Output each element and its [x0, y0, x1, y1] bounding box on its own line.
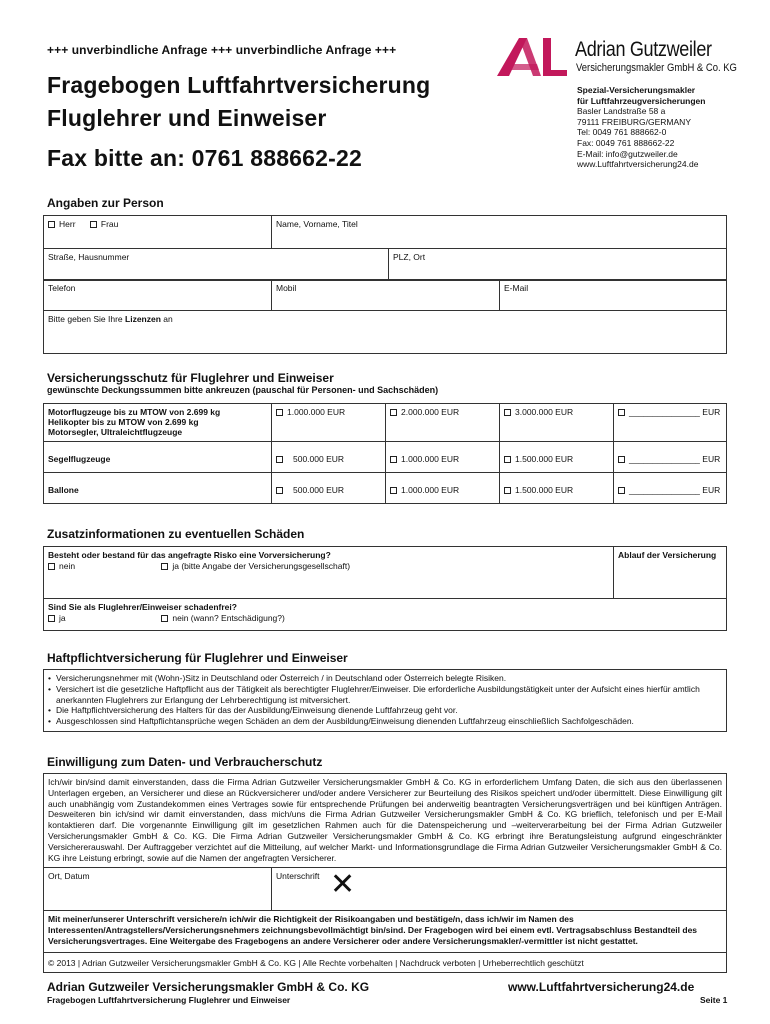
- address-line: www.Luftfahrtversicherung24.de: [577, 159, 699, 170]
- coverage-option-label: 1.500.000 EUR: [515, 485, 574, 495]
- coverage-option-custom[interactable]: [614, 404, 727, 442]
- contact-table: [43, 279, 727, 354]
- signature-x-icon: ✕: [330, 868, 356, 902]
- coverage-row-label: Ballone: [44, 473, 272, 504]
- claims-free-no-checkbox[interactable]: [161, 615, 168, 622]
- liability-bullet: • Ausgeschlossen sind Haftpflichtansprüche wegen Schäden an dem der Ausbildung/Einweisung dienenden Luftfahrzeug einschließlich Sachfolgeschäden.: [48, 716, 722, 727]
- coverage-checkbox[interactable]: [276, 409, 283, 416]
- coverage-option-label: 500.000 EUR: [293, 454, 345, 464]
- liability-bullet: • Versicherungsnehmer mit (Wohn-)Sitz in Deutschland oder Österreich / in Deutschland oder Österreich belegte Risiken.: [48, 673, 722, 684]
- coverage-custom-label: _______________ EUR: [629, 454, 721, 464]
- claims-free-question: Sind Sie als Fluglehrer/Einweiser schadenfrei?: [48, 602, 237, 612]
- signature-label: Unterschrift: [276, 871, 320, 882]
- coverage-option[interactable]: [500, 473, 614, 504]
- email-label: E-Mail: [504, 283, 529, 293]
- frau-checkbox[interactable]: [90, 221, 97, 228]
- coverage-row-label: [44, 404, 272, 442]
- street-field[interactable]: Straße, Hausnummer: [44, 249, 389, 281]
- coverage-checkbox[interactable]: [276, 456, 283, 463]
- coverage-option[interactable]: [386, 473, 500, 504]
- claims-free-yes-label: ja: [59, 613, 66, 623]
- coverage-label-line: Motorsegler, Ultraleichtflugzeuge: [48, 427, 183, 437]
- zip-city-field[interactable]: PLZ, Ort: [389, 249, 727, 281]
- section-title-coverage: Versicherungsschutz für Fluglehrer und Einweiser: [47, 371, 334, 385]
- coverage-option-label: 1.500.000 EUR: [515, 454, 574, 464]
- claims-free-cell: [44, 599, 727, 631]
- address-line: Spezial-Versicherungsmakler: [577, 85, 696, 95]
- coverage-option[interactable]: [386, 404, 500, 442]
- coverage-custom-label: _______________ EUR: [629, 407, 721, 417]
- additional-table: [43, 546, 727, 631]
- liability-bullet: • Versichert ist die gesetzliche Haftpflicht aus der Tätigkeit als berechtigter Fluglehrer/Einweiser. Die erforderliche Ausbildungstätigkeit unter der Aufsicht eines hierfür amtlich anerkannten Fluglehrers zur Erlangung der Lehrberechtigung ist mitversichert.: [48, 684, 722, 706]
- coverage-label-line: Helikopter bis zu MTOW von 2.699 kg: [48, 417, 199, 427]
- liability-table: [43, 669, 727, 732]
- coverage-option[interactable]: [272, 404, 386, 442]
- section-subtitle-coverage: gewünschte Deckungssummen bitte ankreuzen (pauschal für Personen- und Sachschäden): [47, 385, 439, 395]
- consent-text-cell: [44, 774, 727, 868]
- coverage-option-custom[interactable]: [614, 442, 727, 473]
- signature-field[interactable]: [272, 868, 727, 911]
- herr-label: Herr: [59, 219, 76, 229]
- footer-company: Adrian Gutzweiler Versicherungsmakler GmbH & Co. KG: [47, 980, 370, 994]
- place-date-field[interactable]: Ort, Datum: [44, 868, 272, 911]
- consent-text: Ich/wir bin/sind damit einverstanden, dass die Firma Adrian Gutzweiler Versicherungsmakler GmbH & Co. KG in erforderlichem Umfang Daten, die sich aus den überlassenen Unterlagen ergeben, an Versicherer und diese an Rückversicherer und/oder andere Versicherer zur Beurteilung des Risikos speichert und/oder übermittelt. Diese Einwilligung gilt auch unabhängig vom Zustandekommen eines Vertrages sowie für entsprechende Prüfungen bei anderweitig beantragten Versicherungsverträgen und bei künftigen Anträgen. Desweiteren bin ich/sind wir damit einverstanden, dass mich/uns die Firma Adrian Gutzweiler Versicherungsmakler GmbH & Co. KG brieflich, telefonisch und per E-Mail kontaktieren darf. Die vorgenannte Einwilligung gilt im gesetzlichen Rahmen auch für die Datenspeicherung und –weiterverarbeitung bei der Firma Adrian Gutzweiler Versicherungsmakler GmbH & Co. KG. Die Firma Adrian Gutzweiler Versicherungsmakler GmbH & Co. KG erbringt ihre Beratungsleistung aufgrund eingeschränkter Versichererauswahl. Der Auftraggeber verzichtet auf die Mitteilung, auf welcher Markt- und Informationsgrundlage die Firma Adrian Gutzweiler Versicherungsmakler GmbH & Co. KG ihre Leistung erbringt, sowie auf die Namen der angefragten Versicherer.: [48, 777, 722, 863]
- address-line: Fax: 0049 761 888662-22: [577, 137, 675, 148]
- coverage-checkbox[interactable]: [390, 456, 397, 463]
- coverage-option-label: 1.000.000 EUR: [401, 485, 460, 495]
- prior-insurance-cell: [44, 547, 614, 599]
- section-title-liability: Haftpflichtversicherung für Fluglehrer und Einweiser: [47, 651, 348, 665]
- prior-insurance-yes-label: ja (bitte Angabe der Versicherungsgesellschaft): [172, 561, 351, 571]
- coverage-option[interactable]: [500, 442, 614, 473]
- address-line: 79111 FREIBURG/GERMANY: [577, 116, 691, 127]
- phone-field[interactable]: Telefon: [44, 280, 272, 311]
- copyright: © 2013 | Adrian Gutzweiler Versicherungsmakler GmbH & Co. KG | Alle Rechte vorbehalten | Nachdruck verboten | Urheberrechtlich geschützt: [44, 952, 727, 972]
- page-title: Fragebogen Luftfahrtversicherung: [47, 72, 431, 98]
- claims-free-yes-checkbox[interactable]: [48, 615, 55, 622]
- address-line: E-Mail: info@gutzweiler.de: [577, 148, 678, 159]
- consent-table: [43, 773, 727, 973]
- declaration-cell: Mit meiner/unserer Unterschrift versichere/n ich/wir die Richtigkeit der Risikoangaben und bestätige/n, dass ich/wir im Namen des Interessenten/Antragstellers/Versicherungsnehmers zeichnungsbevollmächtigt bin/sind. Der Fragebogen wird bei einem evtl. Vertragsabschluss Bestandteil des Versicherungsvertrages. Eine Weitergabe des Fragebogens an andere Versicherer oder andere Versicherungsmakler/-vermittler ist nicht gestattet.: [44, 911, 727, 952]
- name-field[interactable]: Name, Vorname, Titel: [272, 216, 727, 249]
- prior-insurance-no-checkbox[interactable]: [48, 563, 55, 570]
- address-line: Basler Landstraße 58 a: [577, 106, 666, 117]
- address-line: für Luftfahrzeugversicherungen: [577, 95, 706, 106]
- prior-insurance-question: Besteht oder bestand für das angefragte Risko eine Vorversicherung?: [48, 550, 331, 560]
- salutation-cell: [44, 216, 272, 249]
- section-title-person: Angaben zur Person: [47, 196, 164, 210]
- coverage-option[interactable]: [272, 442, 386, 473]
- coverage-checkbox[interactable]: [618, 487, 625, 494]
- page-title-line2: Fluglehrer und Einweiser: [47, 105, 327, 131]
- address-line: Tel: 0049 761 888662-0: [577, 127, 667, 138]
- email-field[interactable]: [500, 280, 727, 311]
- mobile-field[interactable]: Mobil: [272, 280, 500, 311]
- licenses-text-bold: Lizenzen: [125, 314, 161, 324]
- fax-number: Fax bitte an: 0761 888662-22: [47, 145, 362, 171]
- company-logo-icon: [497, 36, 569, 78]
- coverage-option-label: 3.000.000 EUR: [515, 407, 574, 417]
- insurance-expiry-field[interactable]: Ablauf der Versicherung: [614, 547, 727, 599]
- frau-label: Frau: [100, 219, 119, 229]
- coverage-option-custom[interactable]: [614, 473, 727, 504]
- coverage-option-label: 500.000 EUR: [293, 485, 345, 495]
- coverage-option-label: 2.000.000 EUR: [401, 407, 460, 417]
- section-title-additional: Zusatzinformationen zu eventuellen Schäden: [47, 527, 305, 541]
- coverage-option[interactable]: [386, 442, 500, 473]
- coverage-option[interactable]: [272, 473, 386, 504]
- herr-checkbox[interactable]: [48, 221, 55, 228]
- licenses-field[interactable]: [44, 311, 727, 354]
- licenses-text-post: an: [160, 314, 173, 324]
- coverage-option-label: 1.000.000 EUR: [287, 407, 346, 417]
- coverage-checkbox[interactable]: [390, 409, 397, 416]
- coverage-row-label: Segelflugzeuge: [44, 442, 272, 473]
- coverage-label-line: Motorflugzeuge bis zu MTOW von 2.699 kg: [48, 407, 221, 417]
- banner: +++ unverbindliche Anfrage +++ unverbindliche Anfrage +++: [47, 43, 397, 57]
- company-address: [577, 85, 705, 170]
- page-number: Seite 1: [700, 995, 728, 1005]
- coverage-option-label: 1.000.000 EUR: [401, 454, 460, 464]
- coverage-checkbox[interactable]: [618, 409, 625, 416]
- coverage-checkbox[interactable]: [504, 487, 511, 494]
- coverage-checkbox[interactable]: [504, 409, 511, 416]
- liability-bullets: [48, 673, 722, 727]
- prior-insurance-no-label: nein: [59, 561, 76, 571]
- person-table: [43, 215, 727, 281]
- liability-bullets-cell: [44, 670, 727, 732]
- coverage-checkbox[interactable]: [390, 487, 397, 494]
- prior-insurance-yes-checkbox[interactable]: [161, 563, 168, 570]
- footer-doc-title: Fragebogen Luftfahrtversicherung Fluglehrer und Einweiser: [47, 995, 291, 1005]
- coverage-checkbox[interactable]: [276, 487, 283, 494]
- coverage-checkbox[interactable]: [504, 456, 511, 463]
- coverage-checkbox[interactable]: [618, 456, 625, 463]
- company-subtitle: Versicherungsmakler GmbH & Co. KG: [576, 62, 737, 74]
- licenses-text-pre: Bitte geben Sie Ihre: [48, 314, 126, 324]
- company-name: Adrian Gutzweiler: [575, 38, 712, 61]
- claims-free-no-label: nein (wann? Entschädigung?): [172, 613, 285, 623]
- liability-bullet: • Die Haftpflichtversicherung des Halters für das der Ausbildung/Einweisung dienende Luftfahrzeug geht vor.: [48, 705, 722, 716]
- coverage-table: [43, 403, 727, 504]
- coverage-option[interactable]: [500, 404, 614, 442]
- section-title-consent: Einwilligung zum Daten- und Verbraucherschutz: [47, 755, 323, 769]
- coverage-custom-label: _______________ EUR: [629, 485, 721, 495]
- footer-website-link[interactable]: www.Luftfahrtversicherung24.de: [508, 980, 695, 994]
